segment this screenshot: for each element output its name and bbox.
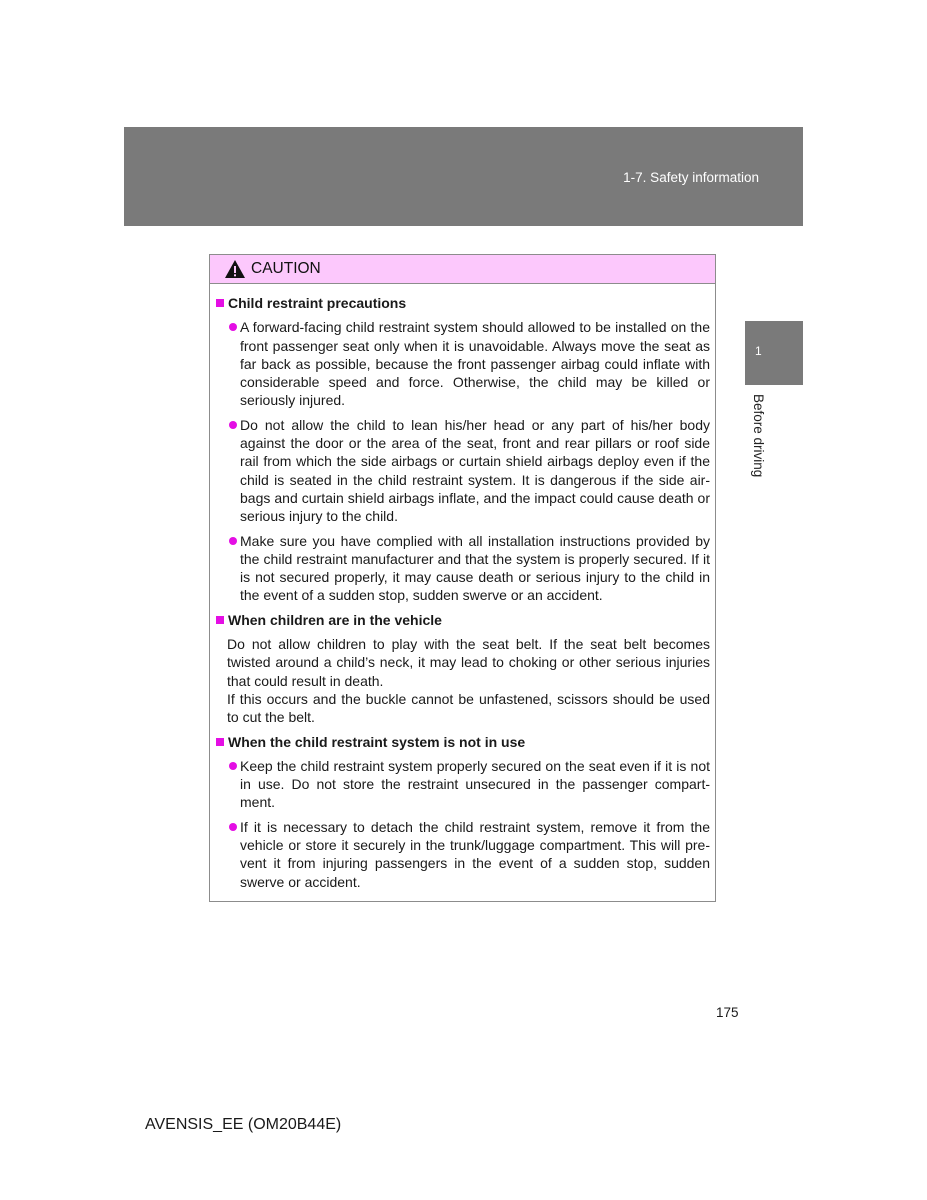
bullet-item xyxy=(216,757,710,812)
bullet-text: A forward-facing child restraint system should allowed to be installed on the front passenger seat only when it is unavoidable. Always move the seat as far back as possible, because the front passenger airbag could inflate with considerable speed and force. Otherwise, the child may be killed or seriously injured. xyxy=(240,319,710,409)
dot-bullet-icon xyxy=(229,823,237,831)
warning-triangle-icon xyxy=(224,259,246,279)
bullet-text: Keep the child restraint system properly secured on the seat even if it is not in use. Do not store the restraint unsecured in the passenger compart-ment. xyxy=(240,757,710,811)
chapter-tab xyxy=(745,321,803,385)
page-number: 175 xyxy=(716,1005,739,1020)
chapter-number: 1 xyxy=(755,344,762,358)
section-heading xyxy=(216,611,710,629)
square-bullet-icon xyxy=(216,738,224,746)
section-title: 1-7. Safety information xyxy=(623,170,759,185)
caution-title: CAUTION xyxy=(251,260,321,277)
caution-header xyxy=(210,255,715,284)
bullet-text: If it is necessary to detach the child restraint system, remove it from the vehicle or store it securely in the trunk/luggage compartment. This will pre-vent it from injuring passengers in the event of a sudden stop, sudden swerve or accident. xyxy=(240,818,710,890)
section-heading xyxy=(216,294,710,312)
document-code: AVENSIS_EE (OM20B44E) xyxy=(145,1116,342,1133)
dot-bullet-icon xyxy=(229,537,237,545)
section-header-band xyxy=(124,127,803,226)
chapter-label: Before driving xyxy=(751,394,766,478)
paragraph: Do not allow children to play with the seat belt. If the seat belt becomes twisted around a child’s neck, it may lead to choking or other serious injuries that could result in death. xyxy=(227,636,710,689)
section-heading-text: When the child restraint system is not in use xyxy=(228,733,526,750)
section-heading-text: When children are in the vehicle xyxy=(228,611,442,628)
dot-bullet-icon xyxy=(229,421,237,429)
bullet-item xyxy=(216,532,710,605)
square-bullet-icon xyxy=(216,299,224,307)
dot-bullet-icon xyxy=(229,323,237,331)
section-heading xyxy=(216,733,710,751)
bullet-text: Make sure you have complied with all installation instructions provided by the child restraint manufacturer and that the system is properly secured. If it is not secured properly, it may cause death or serious injury to the child in the event of a sudden stop, sudden swerve or an accident. xyxy=(240,532,710,604)
bullet-text: Do not allow the child to lean his/her head or any part of his/her body against the door or the area of the seat, front and rear pillars or roof side rail from which the side airbags or curtain shield airbags deploy even if the child is seated in the child restraint system. It is dangerous if the side air-bags and curtain shield airbags inflate, and the impact could cause death or serious injury to the child. xyxy=(240,416,710,525)
square-bullet-icon xyxy=(216,616,224,624)
bullet-item xyxy=(216,416,710,526)
bullet-item xyxy=(216,818,710,891)
bullet-item xyxy=(216,318,710,409)
caution-box xyxy=(209,254,716,902)
section-heading-text: Child restraint precautions xyxy=(228,295,407,311)
dot-bullet-icon xyxy=(229,762,237,770)
caution-body xyxy=(210,284,715,891)
paragraph: If this occurs and the buckle cannot be unfastened, scissors should be used to cut the belt. xyxy=(227,690,710,726)
